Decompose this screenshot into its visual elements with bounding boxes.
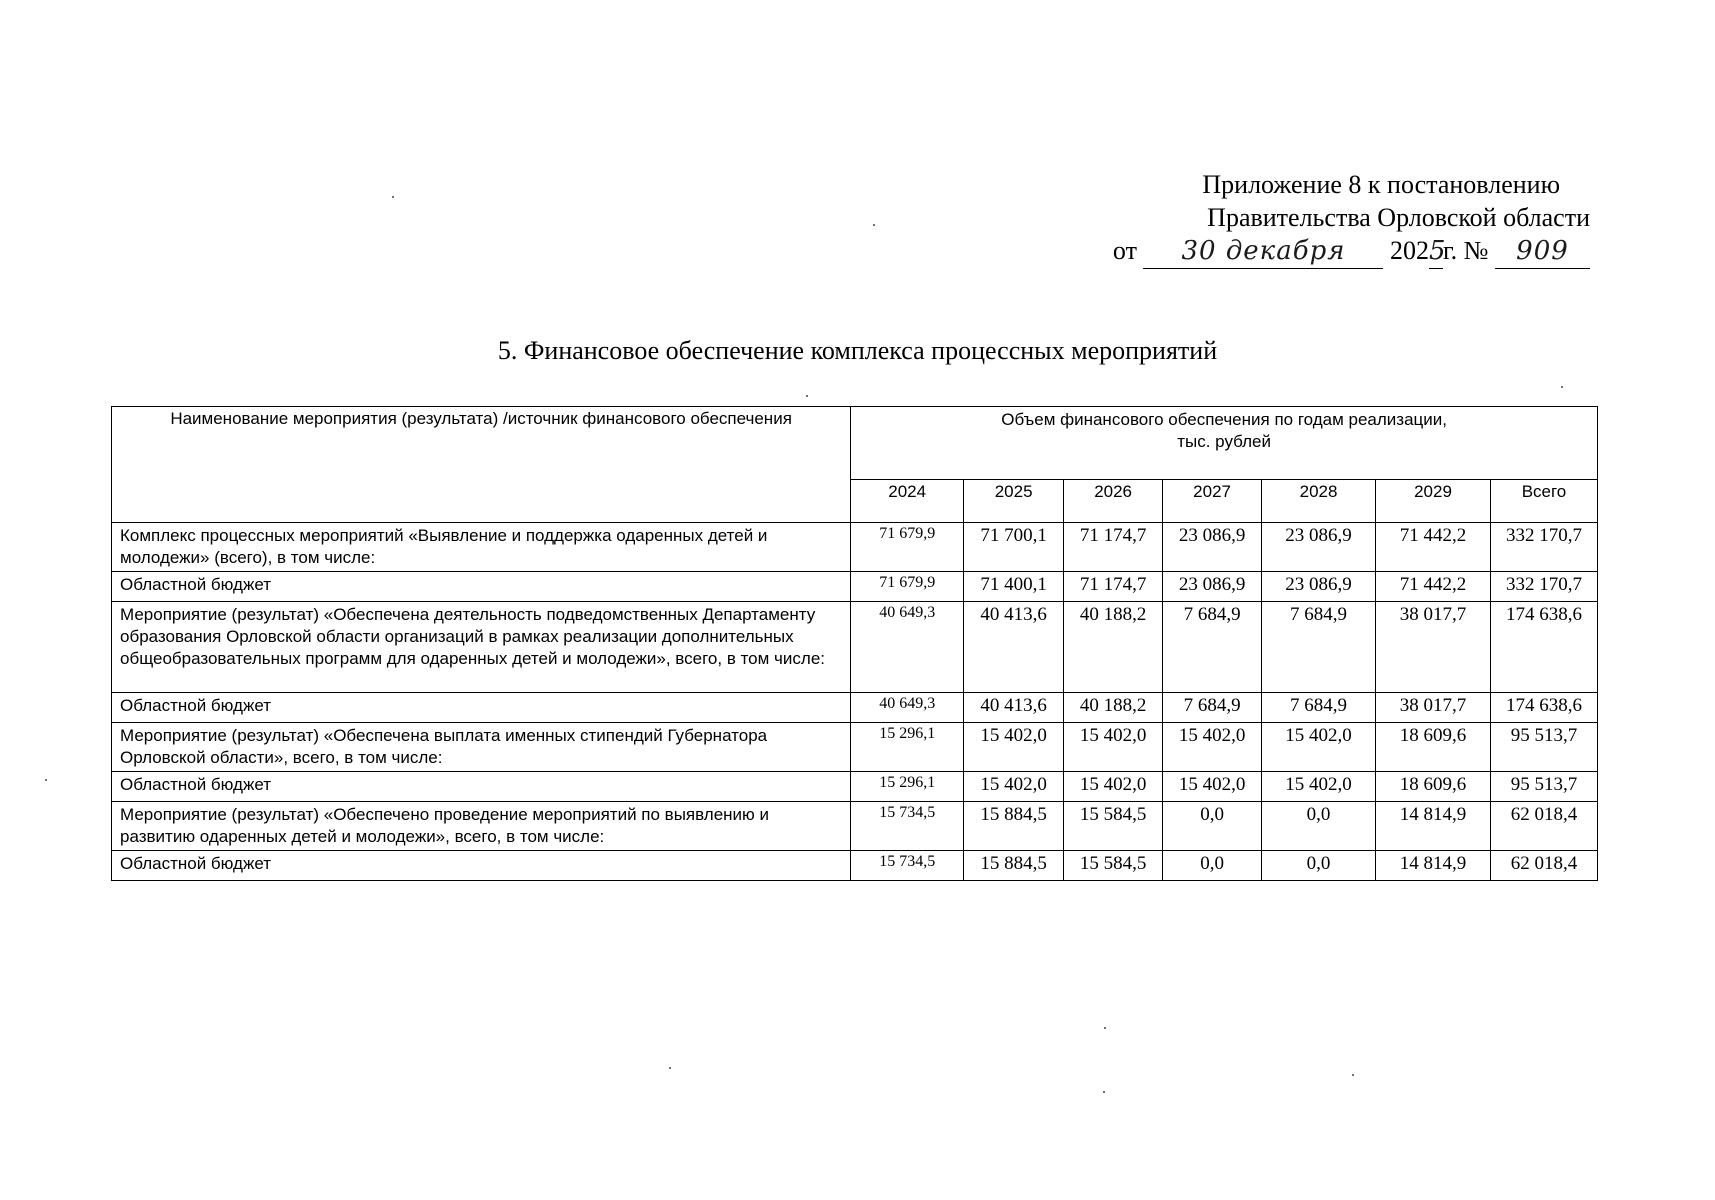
year-value-cell: 15 884,5: [964, 851, 1064, 881]
year-value-cell: 15 402,0: [1064, 723, 1163, 772]
year-header: 2026: [1064, 480, 1163, 523]
year-header: 2024: [851, 480, 964, 523]
appendix-date-line: [1070, 234, 1590, 269]
year-value-cell: 15 296,1: [851, 723, 964, 772]
total-cell: 332 170,7: [1490, 572, 1597, 602]
year-value-cell: 40 188,2: [1064, 693, 1163, 723]
year-value-cell: 15 402,0: [1064, 772, 1163, 802]
scan-speck: [1352, 1074, 1354, 1076]
year-value-cell: 14 814,9: [1376, 802, 1491, 851]
total-cell: 174 638,6: [1490, 693, 1597, 723]
total-cell: 62 018,4: [1490, 802, 1597, 851]
year-value-cell: 40 188,2: [1064, 602, 1163, 693]
year-value-cell: 15 402,0: [1163, 723, 1262, 772]
year-value-cell: 7 684,9: [1163, 602, 1262, 693]
year-value-cell: 15 402,0: [1163, 772, 1262, 802]
year-value-cell: 15 402,0: [1262, 723, 1376, 772]
section-title: 5. Финансовое обеспечение комплекса процессных мероприятий: [497, 336, 1218, 365]
table-row: [112, 572, 1598, 602]
year-value-cell: 18 609,6: [1376, 723, 1491, 772]
scan-speck: [1103, 1091, 1105, 1093]
year-value-cell: 71 174,7: [1064, 523, 1163, 572]
year-value-cell: 15 402,0: [964, 723, 1064, 772]
year-value-cell: 15 884,5: [964, 802, 1064, 851]
year-value-cell: 15 296,1: [851, 772, 964, 802]
table-row: [112, 772, 1598, 802]
row-name-cell: Комплекс процессных мероприятий «Выявление и поддержка одаренных детей и молодежи» (всего), в том числе:: [112, 523, 851, 572]
year-value-cell: 40 413,6: [964, 602, 1064, 693]
year-value-cell: 40 649,3: [851, 693, 964, 723]
year-value-cell: 71 442,2: [1376, 572, 1491, 602]
year-value-cell: 14 814,9: [1376, 851, 1491, 881]
appendix-line-2: Правительства Орловской области: [1207, 203, 1590, 232]
total-header: Всего: [1490, 480, 1597, 523]
year-header: 2025: [964, 480, 1064, 523]
table-row: [112, 523, 1598, 572]
name-column-header: Наименование мероприятия (результата) /источник финансового обеспечения: [112, 407, 851, 523]
row-name-cell: Областной бюджет: [112, 851, 851, 881]
handwritten-number: 909: [1495, 235, 1590, 269]
scan-speck: [1561, 386, 1563, 388]
table-row: [112, 851, 1598, 881]
year-value-cell: 38 017,7: [1376, 602, 1491, 693]
year-value-cell: 40 413,6: [964, 693, 1064, 723]
appendix-line-1: Приложение 8 к постановлению: [1202, 170, 1560, 199]
total-cell: 332 170,7: [1490, 523, 1597, 572]
year-value-cell: 71 442,2: [1376, 523, 1491, 572]
year-value-cell: 7 684,9: [1262, 693, 1376, 723]
year-value-cell: 15 402,0: [964, 772, 1064, 802]
table-row: [112, 723, 1598, 772]
year-value-cell: 40 649,3: [851, 602, 964, 693]
table-row: [112, 693, 1598, 723]
scan-speck: [45, 779, 47, 781]
year-header: 2027: [1163, 480, 1262, 523]
row-name-cell: Областной бюджет: [112, 572, 851, 602]
year-value-cell: 23 086,9: [1163, 523, 1262, 572]
volume-header-line-2: тыс. рублей: [1177, 432, 1271, 451]
financing-table: [111, 406, 1598, 881]
year-value-cell: 0,0: [1163, 802, 1262, 851]
scan-speck: [392, 196, 394, 198]
year-value-cell: 7 684,9: [1262, 602, 1376, 693]
appendix-header: [1070, 168, 1590, 269]
scan-speck: [669, 1067, 671, 1069]
scan-speck: [1104, 1027, 1106, 1029]
year-value-cell: 0,0: [1262, 802, 1376, 851]
year-value-cell: 0,0: [1163, 851, 1262, 881]
year-value-cell: 71 700,1: [964, 523, 1064, 572]
table-row: [112, 802, 1598, 851]
date-prefix: от: [1112, 236, 1137, 265]
year-prefix: 202: [1389, 236, 1429, 265]
row-name-cell: Мероприятие (результат) «Обеспечено проведение мероприятий по выявлению и развитию одаренных детей и молодежи», всего, в том числе:: [112, 802, 851, 851]
row-name-cell: Мероприятие (результат) «Обеспечена выплата именных стипендий Губернатора Орловской области», всего, в том числе:: [112, 723, 851, 772]
year-value-cell: 71 400,1: [964, 572, 1064, 602]
row-name-cell: Областной бюджет: [112, 772, 851, 802]
table-header-row: [112, 407, 1598, 480]
row-name-cell: Областной бюджет: [112, 693, 851, 723]
year-value-cell: 71 174,7: [1064, 572, 1163, 602]
total-cell: 174 638,6: [1490, 602, 1597, 693]
year-value-cell: 15 584,5: [1064, 802, 1163, 851]
year-value-cell: 15 734,5: [851, 851, 964, 881]
year-value-cell: 38 017,7: [1376, 693, 1491, 723]
year-value-cell: 71 679,9: [851, 523, 964, 572]
handwritten-year-digit: 5: [1429, 235, 1443, 269]
year-suffix: г. №: [1442, 236, 1489, 265]
year-value-cell: 71 679,9: [851, 572, 964, 602]
total-cell: 95 513,7: [1490, 723, 1597, 772]
year-value-cell: 0,0: [1262, 851, 1376, 881]
year-value-cell: 15 734,5: [851, 802, 964, 851]
year-value-cell: 15 402,0: [1262, 772, 1376, 802]
total-cell: 95 513,7: [1490, 772, 1597, 802]
scan-speck: [873, 224, 875, 226]
year-value-cell: 15 584,5: [1064, 851, 1163, 881]
volume-column-header: [851, 407, 1598, 480]
handwritten-date: 30 декабря: [1143, 235, 1383, 269]
table-row: [112, 602, 1598, 693]
year-value-cell: 7 684,9: [1163, 693, 1262, 723]
year-header: 2028: [1262, 480, 1376, 523]
scan-speck: [806, 395, 808, 397]
total-cell: 62 018,4: [1490, 851, 1597, 881]
year-value-cell: 23 086,9: [1262, 523, 1376, 572]
year-header: 2029: [1376, 480, 1491, 523]
year-value-cell: 18 609,6: [1376, 772, 1491, 802]
row-name-cell: Мероприятие (результат) «Обеспечена деятельность подведомственных Департаменту образования Орловской области организаций в рамках реализации дополнительных общеобразовательных программ для одаренных детей и молодежи», всего, в том числе:: [112, 602, 851, 693]
year-value-cell: 23 086,9: [1262, 572, 1376, 602]
year-value-cell: 23 086,9: [1163, 572, 1262, 602]
volume-header-line-1: Объем финансового обеспечения по годам реализации,: [1001, 410, 1447, 429]
